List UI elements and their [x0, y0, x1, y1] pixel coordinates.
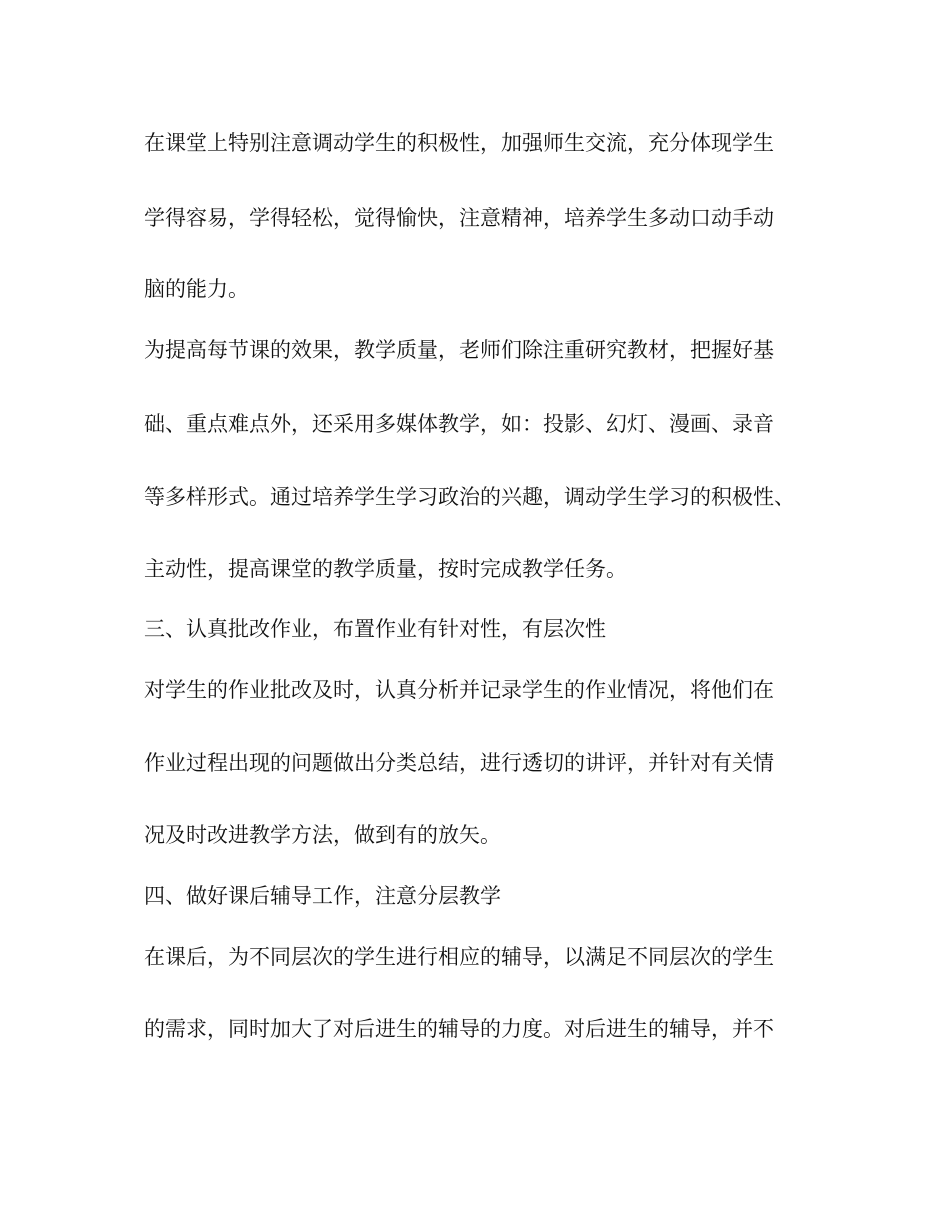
text-line: 学得容易，学得轻松，觉得愉快，注意精神，培养学生多动口动手动 [144, 206, 774, 230]
text-line: 等多样形式。通过培养学生学习政治的兴趣，调动学生学习的积极性、 [144, 485, 795, 509]
section-heading: 四、做好课后辅导工作，注意分层教学 [144, 884, 501, 908]
section-heading: 三、认真批改作业，布置作业有针对性，有层次性 [144, 617, 606, 641]
text-line: 况及时改进教学方法，做到有的放矢。 [144, 823, 501, 847]
text-line: 的需求，同时加大了对后进生的辅导的力度。对后进生的辅导，并不 [144, 1017, 774, 1041]
text-line: 在课后，为不同层次的学生进行相应的辅导，以满足不同层次的学生 [144, 945, 774, 969]
text-line: 为提高每节课的效果，教学质量，老师们除注重研究教材，把握好基 [144, 338, 774, 362]
text-line: 在课堂上特别注意调动学生的积极性，加强师生交流，充分体现学生 [144, 131, 774, 155]
text-line: 主动性，提高课堂的教学质量，按时完成教学任务。 [144, 557, 627, 581]
text-line: 作业过程出现的问题做出分类总结，进行透切的讲评，并针对有关情 [144, 751, 774, 775]
text-line: 脑的能力。 [144, 277, 249, 301]
text-line: 对学生的作业批改及时，认真分析并记录学生的作业情况，将他们在 [144, 678, 774, 702]
text-line: 础、重点难点外，还采用多媒体教学，如：投影、幻灯、漫画、录音 [144, 412, 774, 436]
